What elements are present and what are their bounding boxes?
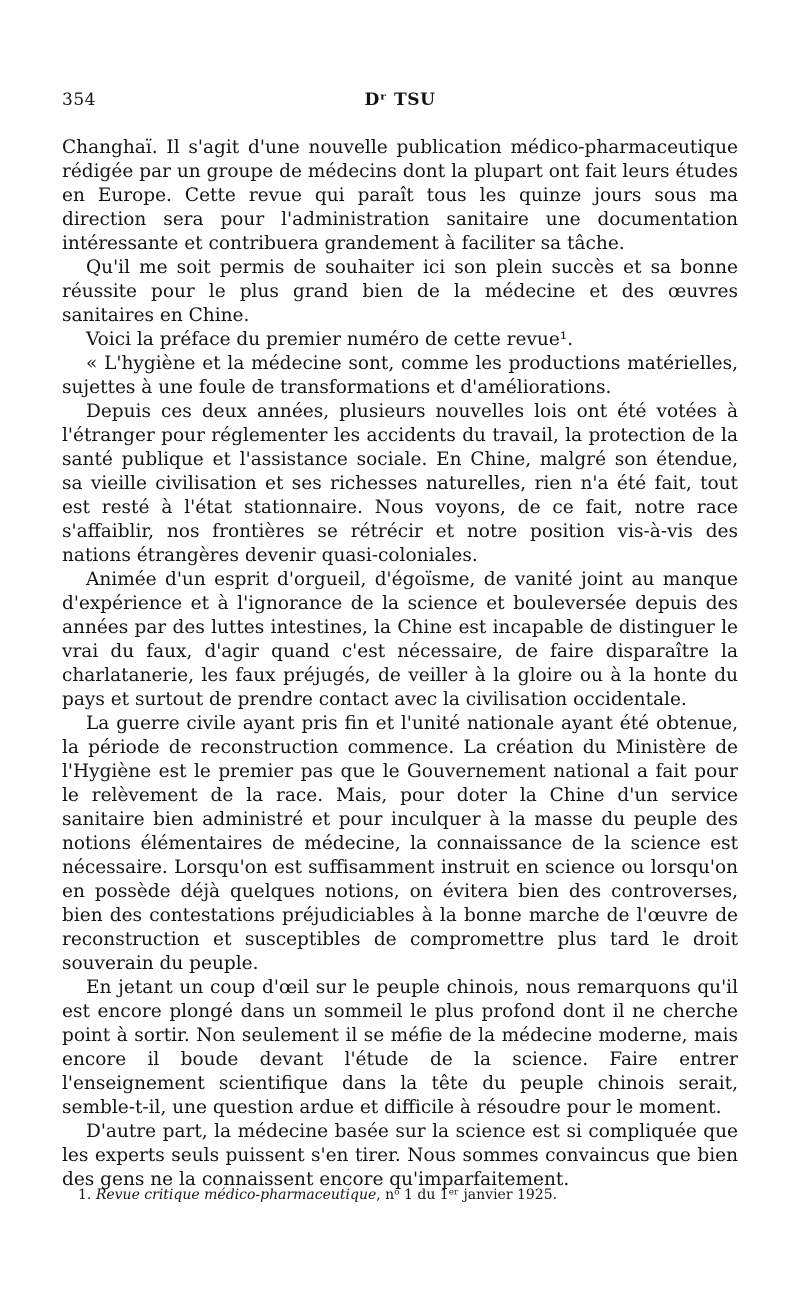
footnote [78,1186,738,1204]
footnote-title: Revue critique médico-pharmaceutique [95,1187,377,1203]
paragraph-8: En jetant un coup d'œil sur le peuple chinois, nous remarquons qu'il est encore plongé dans un sommeil le plus profond dont il ne cherche point à sortir. Non seulement il se méfie de la médecine moderne, mais encore il boude devant l'étude de la science. Faire entrer l'enseignement scientifique dans la tête du peuple chinois serait, semble-t-il, une question ardue et difficile à résoudre pour le moment. [62,977,738,1118]
paragraph-6: Animée d'un esprit d'orgueil, d'égoïsme, de vanité joint au manque d'expérience et à l'ignorance de la science et bouleversée depuis des années par des luttes intestines, la Chine est incapable de distinguer le vrai du faux, d'agir quand c'est nécessaire, de faire disparaître la charlatanerie, les faux préjugés, de veiller à la gloire ou à la honte du pays et surtout de prendre contact avec la civilisation occidentale. [62,569,738,710]
paragraph-1: Changhaï. Il s'agit d'une nouvelle publication médico-pharmaceutique rédigée par un groupe de médecins dont la plupart ont fait leurs études en Europe. Cette revue qui paraît tous les quinze jours sous ma direction sera pour l'administration sanitaire une documentation intéressante et contribuera grandement à faciliter sa tâche. [62,137,738,254]
header-author: Dʳ TSU [364,90,436,110]
book-page [62,0,738,1304]
paragraph-9: D'autre part, la médecine basée sur la science est si compliquée que les experts seuls puissent s'en tirer. Nous sommes convaincus que bien des gens ne la connaissent encore qu'imparfaitement. [62,1121,738,1190]
running-head [62,90,738,116]
paragraph-5: Depuis ces deux années, plusieurs nouvelles lois ont été votées à l'étranger pour réglementer les accidents du travail, la protection de la santé publique et l'assistance sociale. En Chine, malgré son étendue, sa vieille civilisation et ses richesses naturelles, rien n'a été fait, tout est resté à l'état stationnaire. Nous voyons, de ce fait, notre race s'affaiblir, nos frontières se rétrécir et notre position vis-à-vis des nations étrangères devenir quasi-coloniales. [62,401,738,566]
body-text [62,136,738,1192]
paragraph-4: « L'hygiène et la médecine sont, comme les productions matérielles, sujettes à une foule de transformations et d'améliorations. [62,353,738,398]
paragraph-7: La guerre civile ayant pris fin et l'unité nationale ayant été obtenue, la période de reconstruction commence. La création du Ministère de l'Hygiène est le premier pas que le Gouvernement national a fait pour le relèvement de la race. Mais, pour doter la Chine d'un service sanitaire bien administré et pour inculquer à la masse du peuple des notions élémentaires de médecine, la connaissance de la science est nécessaire. Lorsqu'on est suffisamment instruit en science ou lorsqu'on en possède déjà quelques notions, on évitera bien des controverses, bien des contestations préjudiciables à la bonne marche de l'œuvre de reconstruction et susceptibles de compromettre plus tard le droit souverain du peuple. [62,713,738,974]
paragraph-2: Qu'il me soit permis de souhaiter ici son plein succès et sa bonne réussite pour le plus grand bien de la médecine et des œuvres sanitaires en Chine. [62,257,738,326]
footnote-marker: 1. [78,1187,92,1203]
footnote-details: , nᵒ 1 du 1ᵉʳ janvier 1925. [376,1187,558,1203]
paragraph-3: Voici la préface du premier numéro de cette revue¹. [86,329,574,350]
page-number: 354 [62,90,96,110]
